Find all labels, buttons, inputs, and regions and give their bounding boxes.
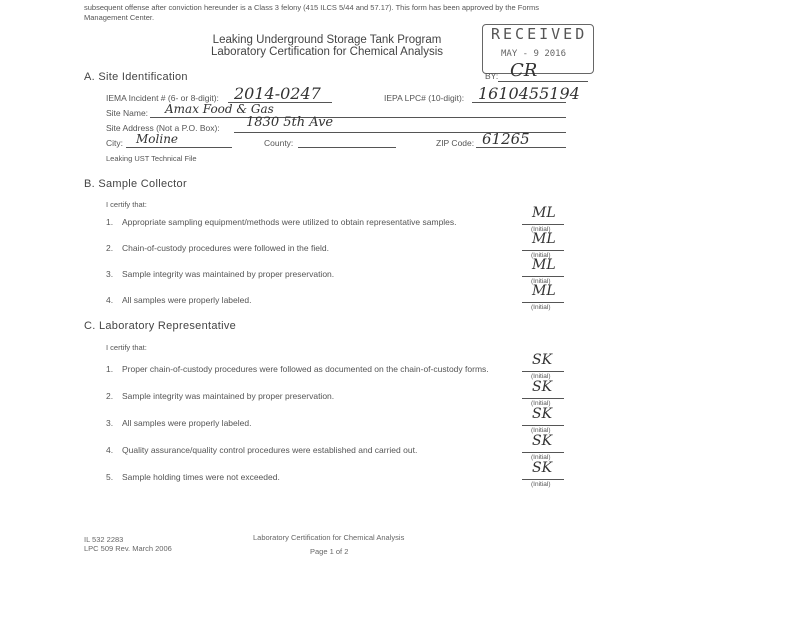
item-number: 3. <box>106 418 114 428</box>
iema-value[interactable]: 2014-0247 <box>234 84 321 103</box>
item-text: Quality assurance/quality control procedures were established and carried out. <box>122 445 418 455</box>
section-b-certify: I certify that: <box>106 200 147 209</box>
item-text: All samples were properly labeled. <box>122 295 252 305</box>
site-name-value[interactable]: Amax Food & Gas <box>165 102 274 116</box>
initial-label: (Initial) <box>531 481 551 488</box>
form-title-certification: Laboratory Certification for Chemical Analysis <box>210 46 444 58</box>
section-b-heading: B. Sample Collector <box>84 178 187 190</box>
technical-file-label: Leaking UST Technical File <box>106 154 197 163</box>
initial-line <box>522 452 564 453</box>
initial-signature[interactable]: SK <box>532 460 553 476</box>
section-c-certify: I certify that: <box>106 343 147 352</box>
item-number: 5. <box>106 472 114 482</box>
initial-signature[interactable]: SK <box>532 433 553 449</box>
item-text: Proper chain-of-custody procedures were followed as documented on the chain-of-custody forms. <box>122 364 489 374</box>
initial-label: (Initial) <box>531 226 551 233</box>
initial-line <box>522 398 564 399</box>
initial-signature[interactable]: ML <box>532 205 556 221</box>
initial-label: (Initial) <box>531 427 551 434</box>
initial-label: (Initial) <box>531 304 551 311</box>
address-value[interactable]: 1830 5th Ave <box>246 115 334 130</box>
initial-line <box>522 250 564 251</box>
initial-label: (Initial) <box>531 278 551 285</box>
initial-label: (Initial) <box>531 454 551 461</box>
item-text: Chain-of-custody procedures were followed in the field. <box>122 243 329 253</box>
lpc-value[interactable]: 1610455194 <box>478 84 580 103</box>
item-number: 4. <box>106 445 114 455</box>
initial-label: (Initial) <box>531 252 551 259</box>
item-text: All samples were properly labeled. <box>122 418 252 428</box>
stamp-by-label: BY: <box>485 71 499 81</box>
site-name-label: Site Name: <box>106 108 149 118</box>
item-text: Appropriate sampling equipment/methods were utilized to obtain representative samples. <box>122 217 457 227</box>
item-text: Sample holding times were not exceeded. <box>122 472 280 482</box>
zip-label: ZIP Code: <box>436 138 475 148</box>
initial-line <box>522 276 564 277</box>
section-c-heading: C. Laboratory Representative <box>84 320 237 332</box>
zip-value[interactable]: 61265 <box>482 130 530 148</box>
warning-line-2: Management Center. <box>84 13 155 22</box>
address-label: Site Address (Not a P.O. Box): <box>106 123 220 133</box>
received-stamp-text: RECEIVED <box>491 25 588 43</box>
initial-signature[interactable]: ML <box>532 283 556 299</box>
initial-signature[interactable]: SK <box>532 406 553 422</box>
city-label: City: <box>106 138 123 148</box>
initial-line <box>522 371 564 372</box>
received-stamp <box>482 24 594 74</box>
item-number: 2. <box>106 243 114 253</box>
item-text: Sample integrity was maintained by proper preservation. <box>122 391 335 401</box>
county-label: County: <box>264 138 294 148</box>
initial-line <box>522 224 564 225</box>
city-value[interactable]: Moline <box>136 132 179 146</box>
warning-line-1: subsequent offense after conviction hereunder is a Class 3 felony (415 ILCS 5/44 and 57.17). This form has been approved by the Forms <box>84 3 539 12</box>
lpc-label: IEPA LPC# (10-digit): <box>384 93 465 103</box>
initial-line <box>522 302 564 303</box>
form-title-program: Leaking Underground Storage Tank Program <box>212 34 442 46</box>
initial-signature[interactable]: SK <box>532 352 553 368</box>
footer-form-id-1: IL 532 2283 <box>84 535 124 544</box>
initial-signature[interactable]: ML <box>532 257 556 273</box>
initial-signature[interactable]: ML <box>532 231 556 247</box>
item-number: 1. <box>106 217 114 227</box>
received-stamp-date: MAY - 9 2016 <box>501 49 567 59</box>
stamp-by-initials: CR <box>510 60 538 81</box>
initial-line <box>522 425 564 426</box>
section-a-heading: A. Site Identification <box>84 71 188 83</box>
item-number: 1. <box>106 364 114 374</box>
initial-signature[interactable]: SK <box>532 379 553 395</box>
item-number: 4. <box>106 295 114 305</box>
item-number: 3. <box>106 269 114 279</box>
item-text: Sample integrity was maintained by proper preservation. <box>122 269 335 279</box>
footer-form-title: Laboratory Certification for Chemical Analysis <box>253 533 405 542</box>
item-number: 2. <box>106 391 114 401</box>
initial-label: (Initial) <box>531 373 551 380</box>
initial-label: (Initial) <box>531 400 551 407</box>
footer-page-number: Page 1 of 2 <box>310 547 349 556</box>
footer-form-id-2: LPC 509 Rev. March 2006 <box>84 544 172 553</box>
initial-line <box>522 479 564 480</box>
iema-label: IEMA Incident # (6- or 8-digit): <box>106 93 219 103</box>
